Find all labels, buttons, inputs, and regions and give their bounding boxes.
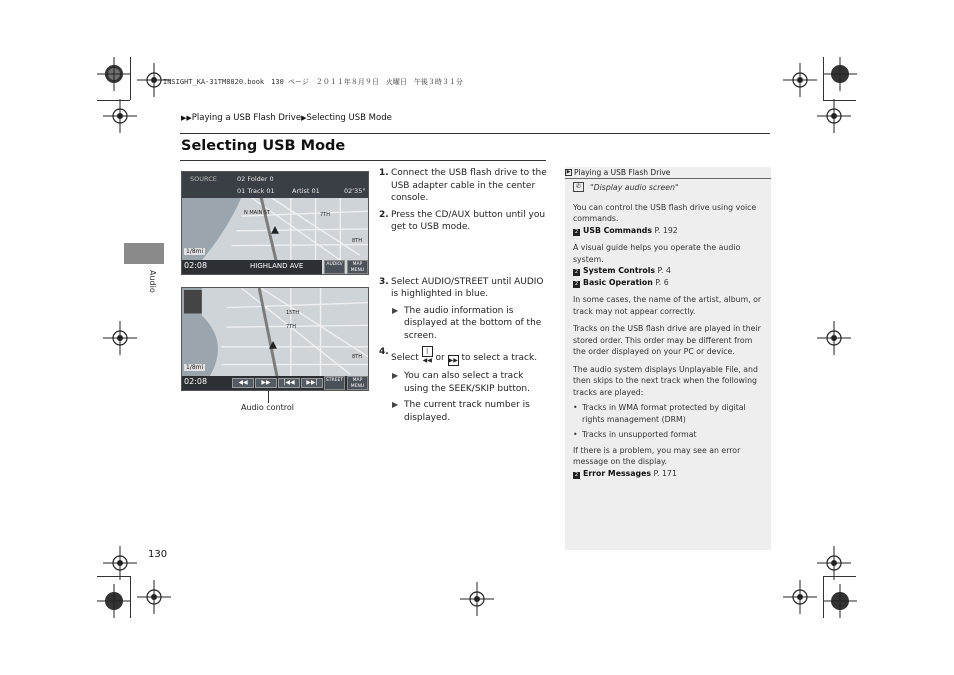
note-text: You can also select a track using the SEEK/SKIP button.	[404, 371, 530, 394]
step-text: Select	[391, 353, 422, 363]
reference-icon: 2	[574, 228, 579, 235]
step-text: until	[488, 276, 515, 287]
elapsed-time: 02'35"	[344, 187, 366, 195]
registration-mark-left-lower	[103, 546, 137, 580]
note-paragraph	[573, 242, 765, 288]
step-4-note-1	[379, 370, 547, 395]
registration-mark-top-left	[97, 57, 131, 91]
note-text: The audio information is displayed at the bottom of the screen.	[404, 305, 542, 341]
arrow-icon: ▶	[392, 305, 399, 315]
book-header: INSIGHT_KA-31TM8820.book 130 ページ ２０１１年８月９日 火曜日 午後３時３１分	[163, 78, 463, 86]
track-label: 01 Track 01	[237, 187, 275, 195]
registration-mark-right-middle	[817, 321, 851, 355]
list-item	[573, 429, 765, 441]
section-label: Audio	[148, 270, 157, 293]
skip-forward-icon: ▶▶|	[448, 357, 460, 364]
registration-mark-bottom-right	[823, 584, 857, 618]
map-label: 7TH	[286, 324, 296, 330]
link-basic-operation[interactable]	[573, 277, 765, 289]
voice-icon: ✆	[573, 182, 584, 192]
map-image	[182, 288, 368, 390]
audio-street-key: AUDIO/STREET	[421, 276, 489, 287]
step-4	[379, 346, 547, 366]
link-page: P. 6	[652, 277, 669, 287]
step-number: 2.	[379, 209, 389, 220]
notes-body	[573, 182, 765, 485]
skip-back-icon: |◀◀	[422, 348, 432, 364]
link-usb-commands[interactable]	[573, 225, 765, 237]
nav-screen-audio-control	[181, 287, 369, 391]
section-tab	[124, 243, 164, 264]
crop-line	[823, 576, 824, 618]
reference-icon: 2	[574, 269, 579, 275]
registration-mark-right-upper	[817, 99, 851, 133]
crop-line	[97, 100, 130, 101]
map-label: 15TH	[286, 310, 300, 316]
header-rule	[180, 133, 770, 134]
map-label: N MAIN ST	[244, 210, 271, 216]
crop-line	[823, 100, 856, 101]
step-4-note-2	[379, 399, 547, 424]
fast-forward-button[interactable]: ▶▶	[255, 378, 277, 388]
clock: 02:08	[184, 377, 208, 386]
list-item	[573, 402, 765, 425]
step-text: Press the CD/AUX button until you get to USB mode.	[391, 209, 546, 232]
procedure-steps	[379, 167, 547, 424]
crop-line	[130, 57, 131, 100]
link-error-messages[interactable]	[573, 468, 765, 480]
nav-screen-audio-info	[181, 171, 369, 275]
note-text: The current track number is displayed.	[404, 400, 530, 423]
link-label[interactable]: Error Messages	[583, 468, 652, 478]
note-paragraph: In some cases, the name of the artist, album, or track may not appear correctly.	[573, 295, 762, 316]
source-button[interactable]: SOURCE	[190, 175, 217, 183]
map-scale: 1/8mi	[186, 364, 204, 371]
bullet-icon: •	[573, 430, 578, 439]
step-text: Connect the USB flash drive to the USB adapter cable in the center console.	[391, 168, 547, 203]
notes-header	[565, 167, 771, 179]
reference-icon: 2	[574, 471, 579, 478]
step-text: is highlighted in blue.	[391, 289, 489, 299]
audio-info-bar	[182, 172, 368, 198]
step-3	[379, 276, 547, 301]
clock: 02:08	[184, 261, 208, 270]
link-label[interactable]: Basic Operation	[583, 277, 653, 287]
crop-line	[823, 576, 856, 577]
map-menu-button[interactable]: MAP MENU	[347, 376, 368, 390]
audio-control-callout: Audio control	[241, 403, 295, 412]
crop-line	[97, 576, 130, 577]
breadcrumb-item-selecting-usb: Selecting USB Mode	[306, 113, 392, 123]
map-label: 7TH	[320, 212, 330, 218]
step-number: 3.	[379, 276, 389, 287]
rewind-button[interactable]: ◀◀	[232, 378, 254, 388]
audio-street-button[interactable]: STREET	[324, 376, 345, 390]
skip-forward-button[interactable]: ▶▶|	[301, 378, 323, 388]
map-menu-button[interactable]: MAP MENU	[347, 260, 368, 274]
folder-label: 02 Folder 0	[237, 175, 274, 183]
registration-mark-left-upper	[103, 99, 137, 133]
step-1	[379, 167, 547, 205]
note-text: A visual guide helps you operate the audio system.	[573, 243, 741, 264]
skip-back-button[interactable]: |◀◀	[278, 378, 300, 388]
note-paragraph: Tracks on the USB flash drive are played in their stored order. This order may be different from the order displayed on your PC or device.	[573, 324, 761, 356]
audio-street-button[interactable]: AUDIO/	[324, 260, 345, 274]
link-page: P. 192	[651, 225, 678, 235]
link-page: P. 4	[655, 266, 671, 275]
step-number: 1.	[379, 168, 389, 178]
link-system-controls[interactable]	[573, 265, 765, 277]
registration-mark-left-middle	[103, 321, 137, 355]
registration-mark-top-right-inner	[783, 63, 817, 97]
list-item-text: Tracks in unsupported format	[582, 430, 697, 439]
breadcrumb-item-playing-usb[interactable]: Playing a USB Flash Drive	[191, 113, 302, 123]
breadcrumb-arrows: ▶▶	[181, 114, 192, 122]
link-page: P. 171	[651, 468, 677, 478]
note-reference-icon: ▶	[566, 169, 571, 175]
map-scale: 1/8mi	[186, 248, 204, 255]
note-paragraph	[573, 202, 765, 237]
map-label: 8TH	[352, 238, 362, 244]
registration-mark-bottom-right-inner	[783, 580, 817, 614]
step-text: to select a track.	[458, 353, 538, 363]
link-label[interactable]: System Controls	[583, 266, 656, 275]
page-title: Selecting USB Mode	[181, 138, 346, 154]
voice-command-text: "Display audio screen"	[590, 183, 679, 192]
list-item-text: Tracks in WMA format protected by digital rights management (DRM)	[582, 403, 746, 424]
crop-line	[823, 57, 824, 100]
step-text: Select	[391, 276, 422, 287]
note-paragraph: The audio system displays Unplayable File, and then skips to the next track when the following tracks are played:	[573, 364, 758, 397]
notes-panel	[565, 167, 771, 550]
current-road: HIGHLAND AVE	[250, 262, 304, 270]
notes-header-text: Playing a USB Flash Drive	[574, 168, 671, 177]
crop-line	[130, 576, 131, 618]
link-label[interactable]: USB Commands	[583, 225, 652, 235]
breadcrumb	[181, 113, 392, 123]
registration-mark-top-right	[823, 57, 857, 91]
page-number: 130	[148, 549, 168, 560]
bullet-icon: •	[573, 403, 578, 412]
registration-mark-right-lower	[817, 546, 851, 580]
map-label: 8TH	[352, 354, 362, 360]
step-3-note	[379, 305, 547, 343]
step-2	[379, 209, 547, 234]
step-number: 4.	[379, 347, 389, 357]
voice-command	[573, 182, 765, 194]
registration-mark-bottom-left-inner	[137, 580, 171, 614]
breadcrumb-separator: ▶	[301, 114, 307, 122]
arrow-icon: ▶	[392, 371, 399, 380]
reference-icon: 2	[574, 280, 579, 287]
registration-mark-bottom-left	[97, 584, 131, 618]
status-bar	[182, 260, 322, 274]
callout-line	[268, 391, 269, 403]
step-text: or	[432, 353, 448, 363]
title-rule	[180, 160, 546, 161]
registration-mark-bottom-center	[460, 582, 494, 616]
note-text: If there is a problem, you may see an error message on the display.	[573, 445, 741, 466]
note-paragraph	[573, 445, 765, 480]
audio-key: AUDIO	[514, 276, 544, 287]
note-text: You can control the USB flash drive using voice commands.	[573, 202, 757, 223]
arrow-icon: ▶	[392, 400, 399, 409]
artist-label: Artist 01	[292, 187, 320, 195]
